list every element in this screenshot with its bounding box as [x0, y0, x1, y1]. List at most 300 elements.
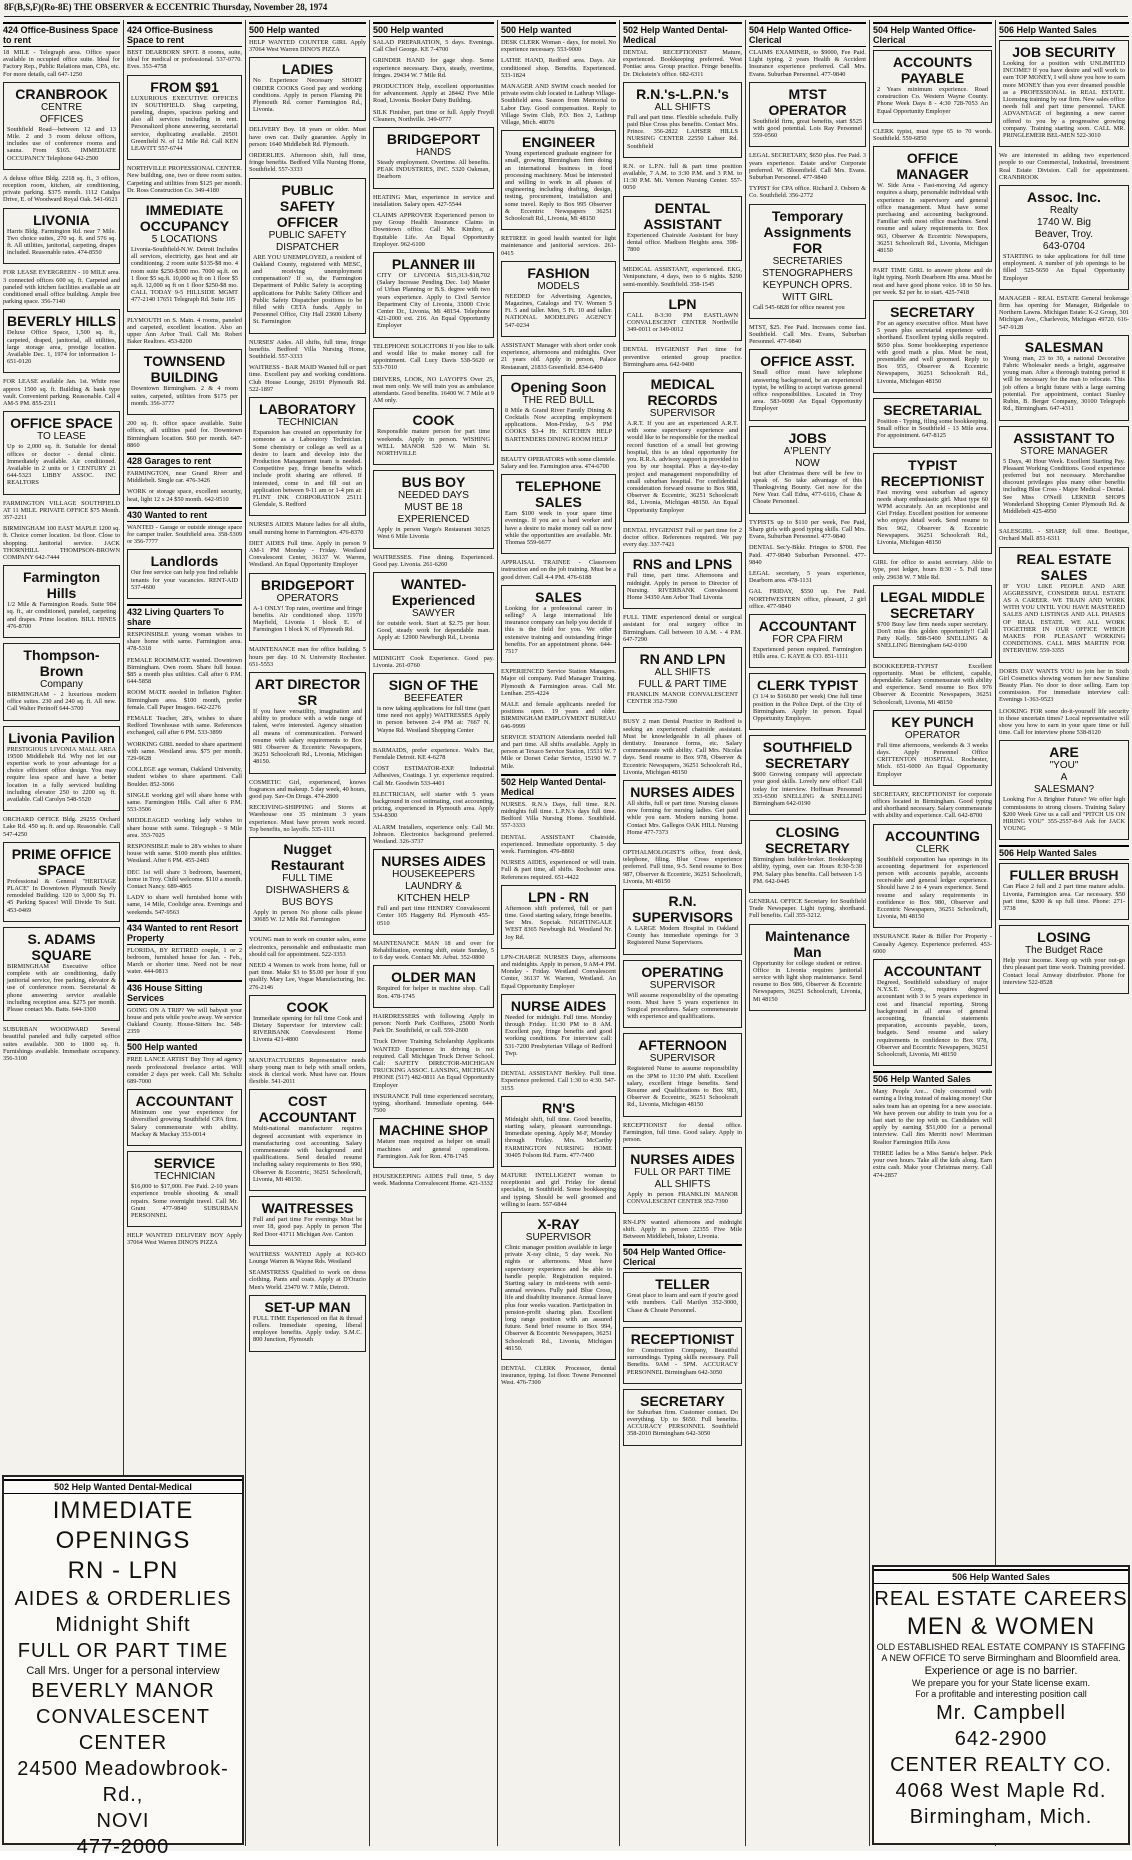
listing-body: for Suburban firm. Customer contact. Do everything. Up to $650. Full benefits. ACCURACY PERSONNEL Southfield 358-2010 Birmingham 642-3050: [627, 1408, 738, 1438]
display-ad-line: MEN & WOMEN: [906, 1613, 1096, 1640]
column-4: [370, 20, 498, 1846]
listing-body: All shifts, full or part time. Nursing classes now forming for nursing ladies. Get paid while you earn. Modern nursing home. Contact Mrs. Gallegos OAK HILL Nursing Home 477-7373: [627, 799, 738, 836]
listing-body: FRANKLIN MANOR CONVALESCENT CENTER 352-7390: [627, 690, 738, 706]
listing-headline: SALES: [535, 588, 582, 605]
classified-ad: SUBURBAN WOODWARD Several beautiful paneled and fully carpeted office suites available. 300 to 1800 sq. ft. Furnishings available. Immediate occupancy. 356-3100: [3, 1026, 120, 1063]
classified-ad: ELECTRICIAN, self starter with 5 years background in cost estimating, cost accounting, pricing, experienced in Plymouth area. Apply 534-8300: [373, 790, 494, 820]
display-ad-line: RN - LPN: [67, 1557, 179, 1584]
classified-ad: BEAUTY OPERATORS with some clientele. Salary and fee. Farmington area. 474-6700: [501, 455, 616, 470]
listing-body: Minimum one year experience for diversified growing Southfield CPA firm. Salary commensurate with ability. Mackay & Mackay 353-0014: [131, 1109, 238, 1138]
display-listing: [249, 57, 366, 121]
listing-headline: SET-UP MAN: [264, 1298, 351, 1315]
listing-headline: KITCHEN HELP: [397, 893, 470, 905]
classified-ad: COST ESTIMATOR-EXP. Industrial Adhesives, Coatings. 1 yr. experience required. Call Mr. Goodwin 533-4401: [373, 765, 494, 787]
listing-headline: TO LEASE: [37, 431, 86, 443]
classified-ad: MEDICAL ASSISTANT, experienced. EKG, Venipuncture, 4 days, two to 6 nights. $290 semi-monthly. Southfield. 358-1545: [623, 266, 742, 288]
listing-headline: SOUTHFIELD SECRETARY: [762, 739, 853, 772]
classified-ad: DEC 1st will share 3 bedroom, basement, home in Troy. Child welcome. $110 a month. Contact Nancy. 689-4865: [127, 868, 242, 891]
listing-body: is now taking applications for full time (part time need not apply) WAITRESSES Apply in person between 2-4 PM at: 7667 N. Wayne Rd. Westland Shopping Center: [377, 704, 490, 734]
listing-body: Multi-national manufacturer requires degreed accountant with experience in manufacturing cost accounting. Salary commensurate with background and qualifications. Send detailed resume including salary requirements to Box 990, Observer & Eccentric, 36251 Schoolcraft, Livonia, Mi 48150.: [253, 1125, 362, 1183]
listing-headline: SUPERVISOR: [649, 408, 716, 420]
display-listing: [501, 375, 616, 451]
section-header: 424 Office-Business Space to rent: [127, 22, 242, 47]
display-listing: [999, 335, 1129, 421]
display-listing: [3, 309, 120, 373]
listing-body: 1/2 Mile & Farmington Roads. Suite 984 sq. ft., air conditioned, paneled, carpeting and drapes. Prime location. BILL HINES 476-8700: [7, 601, 116, 630]
classified-ad: TYPISTS up to $110 per week, Fee Paid, Sharp girls with good typing skills. Call Mrs. Evans, Suburban Personnel. 477-9840: [749, 518, 866, 541]
listing-body: FULL TIME Experienced on flat & thread rollers. Immediate opening, liberal employee benefits. Apply today. S.M.C. 800 Junction, Plymouth: [253, 1314, 362, 1344]
listing-headline: PRIME OFFICE SPACE: [11, 845, 112, 878]
listing-body: Southfield corporation has openings in its accounting department for experienced person with accounts payable, accounts receivable and general ledger experience. Should have 2 to 4 years experience. Send resume and salary requirements in confidence to Box 980, Observer and Eccentric Newspapers, 36251 Schoolcraft, Livonia, Mi 48150: [877, 855, 988, 921]
classified-ad: SEAMSTRESS Qualified to work on dress clothing. Pants and coats. Apply at D'Orazio Men's World. 23470 W. 7 Mile, Detroit.: [249, 1269, 366, 1291]
listing-headline: OFFICE ASST.: [760, 353, 855, 370]
display-listing: [249, 1295, 366, 1352]
listing-body: Mature man required as helper on small machines and general operations. Farmington. Ask for Ron. 478-1745: [377, 1138, 490, 1160]
classified-ad: SECRETARY, RECEPTIONIST for corporate offices located in Birmingham. Good typing and shorthand necessary. Salary commensurate with ability and experience. Call. 642-8700: [873, 790, 992, 820]
listing-body: Apply in person Vargo's Restaurant 30325 West 6 Mile Livonia: [377, 526, 490, 541]
listing-headline: Realty: [1049, 205, 1079, 217]
classified-ad: ALARM Installers, experience only. Call Mr. Johnson. Electronics background preferred. Westland. 326-3737: [373, 823, 494, 845]
display-listing: [3, 643, 120, 721]
column-5: [498, 20, 620, 1846]
column-6: [620, 20, 746, 1846]
display-listing: [623, 82, 742, 158]
section-header: 428 Garages to rent: [127, 453, 242, 468]
display-listing: [749, 349, 866, 420]
section-header: 504 Help Wanted Office-Clerical: [623, 1244, 742, 1269]
listing-headline: CLERK TYPIST: [756, 677, 859, 694]
listing-body: W. Side Area - Fast-moving Ad agency requires a sharp, personable individual with experience in supervisory and general office management. Must have some purchasing and accounting background. Familiar with most office machines. Send resume and salary requirements to: Box 963, Observer & Eccentric Newspapers, 36251 Schoolcraft Rd., Livonia, Michigan 48150: [877, 182, 988, 255]
listing-headline: WITT GIRL: [782, 291, 833, 303]
classified-ad: HAIRDRESSERS with following Apply in person: North Park Coiffures, 25000 North Park Dr. Southfield, or call. 559-2600: [373, 1012, 494, 1035]
classified-ad: We are interested in adding two experienced people to our Commercial, Industrial, Investment Real Estate Division. Call for appointment. CRANBROOK: [999, 152, 1129, 181]
listing-headline: TELLER: [655, 1276, 710, 1293]
listing-headline: RECEPTIONIST: [630, 1330, 735, 1347]
classified-ad: LADY to share well furnished home with same, 14 Mile, Coolidge area. Evenings and weekends. 547-9563: [127, 894, 242, 916]
listing-headline: ACCOUNTS PAYABLE: [892, 54, 973, 86]
listing-body: Looking For A Brighter Future? We offer high commissions to strong closers. Training Salary $200 Week Give us a call and "PITCH US ON HIRING YOU" 355-2557-8-9 Ask for JACK YOUNG: [1003, 796, 1125, 833]
display-listing: [999, 740, 1129, 840]
display-listing: [3, 927, 120, 1021]
listing-headline: X-RAY: [537, 1215, 580, 1232]
listing-headline: AFTERNOON: [638, 1037, 727, 1054]
classified-ad: NURSES AIDES Mature ladies for all shifts, small nursing home in Farmington. 476-8370: [249, 521, 366, 536]
display-listing: [623, 1272, 742, 1322]
listing-headline: Nugget Restaurant: [270, 841, 345, 874]
listing-headline: BEVERLY HILLS: [7, 313, 116, 330]
listing-body: Young experienced graduate engineer for small, growing Birmingham firm doing an international business in food processing machinery. Must be interested and willing to work in all phases of engineering including drafting, design, testing, procurement, installation and some travel. Reply to Box 995 Observer & Eccentric Newspapers 36251 Schoolcraft Rd., Livonia, Mi 48150: [505, 150, 612, 223]
listing-headline: BUS BOY: [401, 474, 466, 491]
listing-headline: LADIES: [281, 61, 334, 78]
listing-headline: MACHINE SHOP: [379, 1122, 488, 1139]
listing-headline: ACCOUNTING: [885, 827, 980, 844]
classified-ad: WORK or storage space, excellent security, heat, light 12 x 24 $50 month. 642-9510: [127, 488, 242, 503]
classified-ad: WAITRESSES. Fine dining. Experienced. Good pay. Livonia. 261-6260: [373, 553, 494, 568]
listing-body: Small office must have telephone answering background, be an experienced typist, be willing to accept various general office responsibilities. Located in Troy area. 583-9090 An Equal Opportunity Employer: [753, 369, 862, 413]
classified-ad: GIRL for office to assist secretary. Able to type, post ledger, hours 8:30 - 5. Full time only. 29638 W. 7 Mile Rd.: [873, 559, 992, 581]
display-ad-line: Experience or age is no barrier.: [924, 1665, 1078, 1677]
listing-body: Southfield firm, great benefits, start $525 with good potential. Lois Ray Personnel 559-0560: [753, 117, 862, 140]
listing-body: Full and part time HENDRY Convalescent Center 105 Haggerty Rd. Plymouth 455-0510: [377, 905, 490, 927]
classified-ad: MIDDLEAGED working lady wishes to share house with same. Telegraph - 9 Mile area. 353-7025: [127, 817, 242, 839]
listing-headline: HOUSEKEEPERS: [392, 869, 475, 881]
classified-ad: PRODUCTION Help, excellent opportunities for advancement. Apply at 28442 Five Mile Road, Livonia. Booker Dairy Building.: [373, 83, 494, 105]
listing-headline: CLOSING SECRETARY: [765, 824, 850, 857]
classified-ad: FEMALE ROOMMATE wanted. Downtown Birmingham. Own room. Share full house. $85 a month plus utilities. Call after 6 P.M. 644-5858: [127, 656, 242, 686]
classified-ad: BEST DEARBORN SPOT. 8 rooms, suite, ideal for medical or professional. 537-0770. Eves. 353-4758: [127, 49, 242, 71]
classified-ad: HELP WANTED COUNTER GIRL Apply 37064 West Warren DINO'S PIZZA: [249, 39, 366, 54]
display-ad-line: IMMEDIATE: [52, 1497, 194, 1524]
display-listing: [3, 726, 120, 812]
section-header: 504 Help Wanted Office-Clerical: [873, 22, 992, 47]
classified-ad: WAITRESS - BAR MAID Wanted full or part time. Excellent pay and working conditions. Club House Lounge, 26191 Plymouth Rd. 522-1897: [249, 364, 366, 393]
listing-headline: RNS and LPNS: [632, 556, 733, 573]
display-listing: [373, 1118, 494, 1168]
display-listing: [999, 185, 1129, 290]
listing-headline: NOW: [795, 457, 820, 469]
classified-ad: SALAD PREPARATION, 5 days. Evenings. Call Chef George. KE 7-4700: [373, 39, 494, 54]
display-listing: [373, 470, 494, 548]
listing-headline: "YOU": [1049, 760, 1079, 772]
listing-body: Steady employment. Overtime. All benefits. PEAK INDUSTRIES, INC. 5320 Oakman, Dearborn: [377, 159, 490, 181]
listing-headline: THE RED BULL: [522, 394, 595, 406]
display-ad-banner: 502 Help Wanted Dental-Medical: [4, 1479, 242, 1494]
listing-headline: BEEFEATER: [404, 692, 463, 704]
listing-headline: ALL SHIFTS: [654, 1179, 711, 1191]
display-listing: [873, 710, 992, 786]
listing-headline: NURSES AIDES: [630, 783, 735, 800]
listing-headline: REAL ESTATE SALES: [1016, 550, 1112, 583]
classified-ad: INSURANCE Rater & Biller For Property - Casualty Agency. Experience preferred. 453-6000: [873, 933, 992, 955]
listing-headline: BRIDGEPORT: [386, 131, 481, 148]
listing-headline: TOWNSEND BUILDING: [143, 353, 226, 386]
display-listing: [373, 849, 494, 935]
listing-headline: MEDICAL RECORDS: [647, 376, 718, 409]
display-listing: [623, 1327, 742, 1384]
display-listing: [373, 673, 494, 742]
classified-ad: MATURE INTELLIGENT woman to receptionist and girl Friday for dental specialist, in Southfield. Some bookkeeping and typing. Should be well groomed and willing to learn. 557-6844: [501, 1171, 616, 1208]
listing-headline: A: [1060, 772, 1068, 784]
classified-ad: NURSES AIDES, experienced or will train. Full & part time, all shifts. Rochester area. References required. 651-4422: [501, 859, 616, 881]
listing-body: Can Place 2 full and 2 part time mature adults. Livonia, Farmington area. Car necessary. $50 part time, $200 & up full time. Phone: 271-3738: [1003, 883, 1125, 913]
classified-ad: FREE LANCE ARTIST Buy Troy ad agency needs professional freelance artist. Will consider 2 days per week. Call Mr. Schultz 689-7000: [127, 1056, 242, 1086]
section-header: 502 Help Wanted Dental-Medical: [623, 22, 742, 47]
section-header: 500 Help wanted: [373, 22, 494, 37]
classified-ad: YOUNG man to work on counter sales, some electronics, personable and enthusiastic man should call for appointment. 522-3353: [249, 936, 366, 958]
listing-body: $700 Busy law firm needs super secretary. Don't miss this golden opportunity!! Call Patty Kelly. 588-5400 SNELLING & SNELLING Birmingham 642-0190: [877, 620, 988, 650]
display-listing: [749, 204, 866, 319]
listing-body: Degreed, Southfield subsidiary of major N.Y.S.E. Corp., requires degreed accountant with 3 to 5 years experience in cost and financial reporting. Strong background in all areas of general accounting, financial statements preparation, accounts payable, taxes, budgets. Send resume and salary requirements in confidence to Box 978, Observer and Eccentric Newspapers, 36251 Schoolcraft, Livonia, Mi 48150: [877, 979, 988, 1059]
classified-ad: INSURANCE Full time experienced secretary, typing, shorthand. Immediate opening. 644-7500: [373, 1092, 494, 1115]
display-listing: [249, 573, 366, 642]
classified-ad: MAINTENANCE man for office building. 5 hours per day. 10 N. University Rochester. 651-5553: [249, 646, 366, 668]
classified-ad: MANAGER AND SWIM coach needed for private swim club located in Lathrup Village-Southfield area. Season from Memorial to Labor Day. Good compensation. Reply to Village Swim Club, P.O. Box 2, Lathrup Village, Mich. 48076: [501, 83, 616, 127]
display-listing: [999, 426, 1129, 524]
classified-ad: ORDERLIES. Afternoon shift, full time, fringe benefits. Bedford Villa Nursing Home, Southfield. 557-3333: [249, 152, 366, 174]
listing-headline: MODELS: [537, 280, 580, 292]
display-listing: [623, 1389, 742, 1446]
listing-body: PRESTIGIOUS LIVONIA MALL AREA 19500 Middlebelt Rd. Why not let our expertise work to your advantage for a choice efficient office design. You may require less space and have a better location in a fully serviced building including elevator 250 to 2200 sq. ft. available. Call Carolyn 548-5520: [7, 745, 116, 803]
listing-headline: SIGN OF THE: [388, 676, 479, 693]
display-ad-banner: 506 Help Wanted Sales: [874, 1569, 1128, 1584]
listing-headline: LPN: [668, 295, 697, 312]
classified-ad: A deluxe office Bldg. 2218 sq. ft., 3 offices, reception room, kitchen, air conditioning, private parking. $375 month. 1112 Catalpa Drive, E. of Woodward Royal Oak. 541-6621: [3, 174, 120, 204]
listing-body: Midnight shift, full time. Good benefits, starting salary, pleasant surroundings. Immediate opening. Apply M-F, Monday through Friday. Mrs. McCarthy FARMINGTON NURSING HOME 30405 Folsom Rd. Farm. 477-7400: [505, 1115, 612, 1159]
section-header: 506 Help Wanted Sales: [999, 845, 1129, 860]
section-header: 434 Wanted to rent Resort Property: [127, 920, 242, 945]
listing-body: Great place to learn and earn if you're good with numbers. Call Marilyn 352-3000, Chase & Choate Personnel.: [627, 1292, 738, 1314]
listing-headline: ENGINEER: [521, 134, 596, 151]
listing-headline: MUST BE 18: [404, 502, 463, 514]
classified-ad: CLERK typist, must type 65 to 70 words. Southfield. 559-6850: [873, 127, 992, 143]
listing-headline: ACCOUNTANT: [758, 617, 857, 634]
classified-ad: LEGAL secretary, 5 years experience, Dearborn area. 478-1131: [749, 569, 866, 585]
listing-headline: RN'S: [542, 1099, 575, 1116]
listing-headline: OFFICE MANAGER: [896, 150, 969, 183]
listing-headline: SUPERVISOR: [649, 979, 716, 991]
display-listing: [623, 372, 742, 522]
listing-body: Experienced Chairside Assistant for busy dental office. Madison Heights area. 398-7800: [627, 231, 738, 254]
display-listing: [873, 824, 992, 929]
classified-ad: MALE and female applicants needed for positions open. 19 years and older. BIRMINGHAM EMPLOYMENT BUREAU 646-9999: [501, 700, 616, 730]
listing-body: Full time, part time. Afternoons and midnight. Apply in person to Director of Nursing. RIVERBANK Convalescent Home 34350 Ann Arbor Trail Livonia: [627, 572, 738, 601]
display-listing: [3, 208, 120, 265]
listing-headline: TELEPHONE SALES: [515, 478, 602, 511]
display-listing: [373, 572, 494, 650]
listing-headline: LEGAL MIDDLE SECRETARY: [880, 588, 985, 621]
listing-body: A LARGE Modern Hospital in Oakland County has immediate openings for 3 Registered Nurse Supervisors.: [627, 925, 738, 947]
listing-body: Needed for midnight. Full time. Monday through Friday. 11:30 PM to 8 AM. Excellent pay, fringe benefits and good working conditions. For interview call: 531-7200 Presbyterian Village of Redford Twp.: [505, 1013, 612, 1057]
display-listing: [127, 198, 242, 312]
display-listing: [249, 1089, 366, 1191]
listing-headline: 5 LOCATIONS: [151, 234, 218, 246]
listing-headline: PUBLIC SAFETY DISPATCHER: [268, 229, 347, 253]
display-listing: [501, 1096, 616, 1167]
listing-body: Harris Bldg. Farmington Rd. near 7 Mile. Two choice suites, 270 sq. ft. and 576 sq. ft. All utilities, janitorial, carpeting, drapes included. Reasonable rates. 474-8550: [7, 227, 116, 257]
display-listing: [249, 1196, 366, 1246]
listing-body: Downtown Birmingham. 2 & 4 room suites, carpeted, utilities from $175 per month. 356-3777: [131, 385, 238, 407]
display-listing: [873, 50, 992, 123]
listing-body: Help your income. Keep up with your out-go thru pleasant part time work. Training provided. Contact local Amway distributor. Phone for interview 522-8528: [1003, 957, 1125, 986]
listing-headline: EXPERIENCED: [397, 514, 470, 526]
display-listing: [3, 565, 120, 638]
display-listing: [749, 735, 866, 815]
listing-headline: OPERATING: [641, 963, 724, 980]
display-listing: [501, 885, 616, 949]
listing-body: $600 Growing company will appreciate your good skills. Lovely new office! Call today for interview. Hoffman Personnel 353-6500 SNELLING & SNELLING Birmingham 642-0190: [753, 771, 862, 807]
classified-ad: RECEIVING-SHIPPING and Stores at Warehouse one 35 minimum 3 years experience. Must have proven work record. Top benefits, no layoffs. 535-1111: [249, 804, 366, 833]
listing-headline: ART DIRECTOR SR: [254, 675, 361, 708]
listing-body: CALL 8-3:30 PM EASTLAWN CONVALESCENT CENTER Northville 349-0011 or 349-0012: [627, 311, 738, 334]
listing-body: Full and part time For evenings Must be over 18, good pay. Apply in person The Red Door 43711 Michigan Ave. Canton: [253, 1216, 362, 1238]
listing-headline: Landlords: [150, 553, 219, 570]
display-listing: [501, 130, 616, 230]
classified-ad: Many People Are... Only concerned with earning a living instead of making money! Our sales team has an opening for a new associate. We have proven our ability to train you for a fast start to the top with us. Candidates will apply by earning $51,000 for a personal interview. Call Jim Merritt now! Merriman Realtor Farmington Hills Area: [873, 1088, 992, 1146]
listing-body: Immediate opening for full time Cook and Dietary Supervisor for interview call: RIVERBANK Convalescent Home Livonia 421-4800: [253, 1014, 362, 1044]
listing-headline: WAITRESSES: [261, 1200, 354, 1217]
display-ad-line: CENTER: [78, 1732, 168, 1754]
classified-ad: OPTHALMOLOGIST'S office, front desk, telephone, filing. Blue Cross experience preferred. Full time, 9-5. Send resume to Box 987, Observer & Eccentric, 36251 Schoolcraft, Livonia, Mi 48150: [623, 849, 742, 885]
listing-headline: Assoc. Inc.: [1027, 189, 1101, 206]
display-listing: [127, 1151, 242, 1227]
display-listing: [249, 995, 366, 1052]
listing-body: ARE YOU UNEMPLOYED, a resident of Oakland County, registered with MESC, and receiving unemployment compensation? If so, the Farmington Department of Public Safety is accepting applications for Public Safety Officer and Public Safety Dispatcher positions to be filled with CETA funds. Apply to Personnel Office, City Hall 23600 Liberty St. Farmington: [253, 253, 362, 326]
display-listing: [873, 585, 992, 658]
listing-headline: Beaver, Troy.: [1034, 229, 1094, 241]
listing-body: Looking for a professional career in selling? A large international life insurance company can help you decide if this is the field for you. We offer extensive training and outstanding fringe benefits. For an appointment phone. 644-7517: [505, 604, 612, 655]
classified-ad: EXPERIENCED Service Station Managers. Major oil company. Paid Manager Training. Plymouth & Farmington areas. Call Mr. Lenihan. 255-4224: [501, 668, 616, 697]
classified-ad: MTST, $25. Fee Paid. Increases come fast. Southfield. Call Mrs. Evans, Suburban Personnel. 477-9840: [749, 323, 866, 346]
classified-ad: COLLEGE age woman, Oakland University, student wishes to share apartment. Call Boulder. 852-3066: [127, 766, 242, 788]
listing-body: Responsible mature person for part time weekends. Apply in person. WISHING WELL MANOR 520 W. Main St. NORTHVILLE: [377, 428, 490, 457]
listing-body: Position - Typing, filing some bookkeeping. Small office in Southfield - 13 Mile area. For appointment. 647-8125: [877, 417, 988, 440]
classified-ad: THREE ladies be a Miss Santa's helper. Pick your own hours. Take all the kids along. Earn extra cash. Make your Christmas merry. Call 474-2857: [873, 1149, 992, 1179]
listing-body: 5 Days, 40 Hour Week. Excellent Starting Pay. Pleasant Working Conditions. Good experience preferred but not necessary. Merchandise discount privileges plus many other benefits including Blue Cross - Major Medical - Dental. See Miss O'Neill LERNER SHOPS Wonderland Shopping Center Plymouth Rd. & Middlebelt 425-4950: [1003, 457, 1125, 515]
column-3: [246, 20, 370, 1846]
display-listing: [623, 552, 742, 609]
listing-headline: TECHNICIAN: [276, 417, 339, 429]
listing-headline: LPN - RN: [528, 888, 589, 905]
display-listing: [999, 863, 1129, 920]
classified-ad: RETIREE in good health wanted for light maintenance and janitorial services. 261-0415: [501, 235, 616, 257]
listing-body: but after Christmas there will be few to speak of. So take advantage of this Thanksgiving Bounty. Get now for the New Year. Call Edna, 477-6116, Chase & Choate Personnel.: [753, 469, 862, 506]
classified-ad: DRIVERS, LOOK, NO LAYOFFS Over 25, neat men only. We will train you as ambulance attendants. Good benefits. 16400 W. 7 Mile at 9 AM only.: [373, 375, 494, 405]
listing-body: Up to 2,000 sq. ft. Suitable for dental offices or doctor - dental clinic. Immediately available. Air conditioned. Available in 2 units or 1 CENTURY 21 644-5323 LIBBY ASSOC. INC REALTORS: [7, 443, 116, 487]
listing-headline: DISHWASHERS &: [265, 885, 350, 897]
classified-ad: RECEPTIONIST for dental office. Farmington, full time. Good salary. Apply in person.: [623, 1121, 742, 1144]
listing-headline: Thompson-Brown: [23, 646, 100, 679]
listing-body: Afternoon shift preferred, full or part time. Good starting salary, fringe benefits. See Mrs. Sopciak. NIGHTINGALE WEST 8365 Newburgh Rd. Westland Nr. Joy Rd.: [505, 904, 612, 941]
listing-headline: CENTRE: [40, 101, 83, 113]
display-ad-line: We prepare you for your State license exam.: [912, 1678, 1090, 1688]
classified-ad: LPN-CHARGE NURSES Days, afternoons and midnights. Apply in person, 9 AM-4 PM. Monday - Friday. Westland Convalescent Center, 36137 W. Warren, Westland. An Equal Opportunity Employer: [501, 953, 616, 990]
classified-ad: ROOM MATE needed in Inflation Fighter. Birmingham area. $100 month, prefer female. Call Paper Images. 642-2276: [127, 689, 242, 711]
classified-ad: GENERAL OFFICE Secretary for Southfield Trade Newspaper. Light typing, shorthand. Full benefits. Call 355-3212.: [749, 897, 866, 920]
classified-ad: ASSISTANT Manager with short order cook experience, afternoons and midnights. Over 21 years old. Apply in person, Palace Restaurant, 21833 Greenfield. 834-6400: [501, 341, 616, 371]
classified-ad: BUSY 2 man Dental Practice in Redford is seeking an experienced chairside assistant. Must be knowledgeable in all phases of dentistry. Insurance forms, etc. Salary commensurate with ability. Call Mrs. Nicolas days. Send resume to Box 978, Observer & Eccentric Newspapers, 36251 Schoolcraft Rd., Livonia, Michigan 48150: [623, 718, 742, 776]
classified-ad: R.N. or L.P.N. full & part time position available, 7 A.M. to 3:30 P.M. and 3 P.M. to 11:30 P.M. Mt. Vernon Nursing Center. 557-0050: [623, 162, 742, 192]
classified-ad: SILK Finisher, part time or full. Apply Freydl Cleaners, Northville. 349-0777: [373, 108, 494, 123]
listing-headline: STENOGRAPHERS: [762, 267, 853, 279]
classified-ad: NURSES' Aides. All shifts, full time, fringe benefits. Bedford Villa Nursing Home, Southfield. 557-3333: [249, 338, 366, 361]
classified-ad: PLYMOUTH on S. Main. 4 rooms, paneled and carpeted, excellent location. Also an upper Ann Arbor Trail. Call Mr. Robert Baker Realtors. 453-8200: [127, 316, 242, 346]
classified-ad: DELIVERY Boy. 18 years or older. Must have own car. Daily guarantee. Apply in person: 1640 Middlebelt Rd. Plymouth.: [249, 126, 366, 148]
display-listing: [127, 75, 242, 161]
classified-ad: BOOKKEEPER-TYPIST Excellent opportunity. Must be efficient, capable, dependable. Salary commensurate with ability and experience. Send resume to Box 976 Observer & Eccentric Newspapers, 36251 Schoolcraft, Livonia, Mi 48150: [873, 662, 992, 706]
listing-headline: CLERK: [915, 843, 950, 855]
listing-headline: FULL & PART TIME: [638, 678, 727, 690]
classified-ad: DENTAL ASSISTANT Chairside, experienced. Immediate opportunity. 5 day week. Farmington. 476-8860: [501, 833, 616, 856]
listing-headline: SAWYER: [412, 607, 455, 619]
listing-headline: DENTAL ASSISTANT: [643, 199, 722, 232]
listing-headline: 643-0704: [1042, 241, 1086, 253]
classified-ad: TYPIST for CPA office. Richard J. Osborn & Co. Southfield. 356-2772: [749, 185, 866, 200]
listing-headline: MTST OPERATOR: [768, 85, 847, 118]
display-listing: [623, 647, 742, 713]
listing-body: A.R.T. If you are an experienced A.R.T. with some supervisory experience and would like to be responsible for the medical record function of a small but growing hospital, this is an ideal opportunity for you. R.R.A. advisory support is provided to you by our hospital. Plus a day-to-day project and management responsibility of small suburban hospital. For confidential consideration forward resume to Box 988, Observer & Eccentric, 36251 Schoolcraft Rd., Livonia, Michigan 48150. An Equal Opportunity Employer: [627, 420, 738, 514]
section-header: 500 Help wanted: [249, 22, 366, 37]
listing-headline: BUS BOYS: [281, 897, 334, 909]
classified-ad: DESK CLERK Woman - days, for motel. No experience necessary. 553-9000: [501, 39, 616, 54]
classified-ad: DENTAL CLERK Processor, dental insurance, typing. 1st floor. Towne Personnel West. 476-7300: [501, 1364, 616, 1387]
listing-headline: TYPIST RECEPTIONIST: [880, 456, 985, 489]
display-ad-line: FULL OR PART TIME: [17, 1640, 229, 1662]
listing-headline: Livonia Pavilion: [8, 729, 115, 746]
listing-headline: SECRETARY: [890, 304, 975, 321]
display-listing: [873, 398, 992, 448]
listing-body: Our free service can help you find reliable tenants for your vacancies. RENT-AID 537-4600: [131, 569, 238, 591]
display-ad-line: BEVERLY MANOR: [31, 1680, 215, 1702]
display-ad-line: 477-2000: [76, 1836, 170, 1858]
display-listing: [623, 889, 742, 955]
listing-body: Call 545-6828 for office nearest you: [753, 303, 845, 311]
display-listing: [373, 127, 494, 189]
listing-headline: SECRETARY: [640, 1392, 725, 1409]
classified-ad: WORKING GIRL needed to share apartment with same. Westland area. $75 per month. 729-9628: [127, 740, 242, 762]
display-listing: [999, 40, 1129, 147]
classified-ad: Truck Driver Training Scholarship Applicants WANTED Experience in driving is not required. Call Michigan Truck Driver School. Call: SAFETY DIRECTOR-MICHIGAN TRUCKING ASSOC. LANSING, MICHIGAN PHONE (517) 482-0811 An Equal Opportunity Employer: [373, 1038, 494, 1089]
display-ad-line: Call Mrs. Unger for a personal interview: [26, 1665, 220, 1677]
section-header: 502 Help Wanted Dental-Medical: [501, 774, 616, 799]
listing-headline: FULL TIME: [282, 873, 333, 885]
display-ad-beverly-manor: [2, 1475, 244, 1858]
listing-body: Full time afternoons, weekends & 3 weeks days. Apply Personnel Office CRITTENTON HOSPITAL Rochester, Mich. 651-6000 An Equal Opportunity Employer: [877, 741, 988, 778]
display-listing: [373, 408, 494, 465]
section-header: 430 Wanted to rent: [127, 507, 242, 522]
classified-ad: DENTAL HYGIENIST Part time for preventive oriented group practice. Birmingham area. 642-9400: [623, 346, 742, 368]
listing-headline: FROM $91: [150, 78, 219, 95]
classified-ad: DENTAL Sec'y-Bkkr. Fringes to $700. Fee Paid. 477-9840 Suburban Personnel. 477-9840: [749, 544, 866, 566]
listing-headline: SALESMAN: [1024, 338, 1104, 355]
classified-ad: GAL FRIDAY, $550 up. Fee Paid. NORTHWESTERN office, pleasant, 2 girl office. 477-9840: [749, 588, 866, 610]
display-listing: [501, 1212, 616, 1360]
display-listing: [249, 178, 366, 334]
display-listing: [3, 842, 120, 922]
display-ad-line: Birmingham, Mich.: [909, 1806, 1093, 1828]
display-ad-line: Midnight Shift: [55, 1614, 191, 1636]
classified-ad: LEGAL SECRETARY, $650 plus. Fee Paid. 3 years experience. Estate and/or Corporate preferred. W. Bloomfield. Call Mrs. Evans. Suburban Personnel. 477-9840: [749, 152, 866, 182]
listing-headline: COOK: [286, 998, 329, 1015]
display-listing: [249, 672, 366, 774]
display-listing: [373, 252, 494, 338]
classified-ad: COSMETIC Girl, experienced, knows fragrances and makeup. 5 day week, 40 hours, good pay. Sav-On Drugs. 474-2800: [249, 778, 366, 800]
display-listing: [873, 300, 992, 393]
listing-headline: LAUNDRY &: [405, 881, 462, 893]
listing-headline: SUPERVISOR: [525, 1231, 592, 1243]
classified-ad: FLORIDA, BY RETIRED couple, 1 or 2 bedroom, furnished house for Jan. - Feb., March or shorter time. Need not be near water. 444-0813: [127, 946, 242, 976]
classified-ad: MANAGER - REAL ESTATE General brokerage firm has opening for Manager, Ridgedale to Northern Lawns. Michigan Estate: K-2 Group, 301 Michigan Ave., Charlevoix, Michigan 49720. 616-547-9128: [999, 294, 1129, 331]
listing-body: No Experience Necessary SHORT ORDER COOKS Good pay and working conditions. Apply in person Flaming Pit Plymouth Rd. corner Farmington Rd., Livonia.: [253, 77, 362, 114]
listing-body: Livonia-Southfield-N.W. Detroit Includes all services, electricity, gas heat and air conditioning. 2 room suite $135-$8 mo. 4 room suite $250-$300 mo. 7000 sq.ft. on 1 floor $5 sq.ft. 10,000 sq ft on 1 floor $5 sq.ft. 12,000 sq ft on 1 floor $250-$8 mo. CALL TODAY 9-5 HILLSIDE MGMT 477-2140 17651 Telegraph Rd. Suite 105: [131, 246, 238, 304]
listing-headline: COOK: [412, 412, 455, 429]
display-listing: [749, 820, 866, 893]
listing-body: Fast moving west suburban ad agency needs sharp enthusiastic girl. Must type 60 WPM accurately. An an receptionist and Girl Friday. Excellent position for someone who enjoys detail work. Send resume to Box 962, Observer & Eccentric Newspapers. 36251 Schoolcraft Rd., Livonia, Michigan 48150: [877, 488, 988, 546]
listing-headline: NURSES AIDES: [381, 853, 486, 870]
display-ad-line: For a profitable and interesting position call: [915, 1689, 1087, 1699]
classified-ad: APPRAISAL TRAINEE - Classroom instruction and on the job training. Must be a good driver. Call 4-4 PM. 476-6188: [501, 559, 616, 581]
column-7: [746, 20, 870, 1846]
listing-body: for outside work. Start at $2.75 per hour. Good, steady work for dependable man. Apply at: 12900 Newburgh Rd., Livonia: [377, 619, 490, 642]
display-listing: [623, 1147, 742, 1213]
listing-headline: R.N.'s-L.P.N.'s: [636, 85, 729, 102]
section-header: 500 Help wanted: [501, 22, 616, 37]
listing-headline: Temporary Assignments FOR: [763, 207, 852, 256]
display-listing: [623, 780, 742, 844]
display-ad-line: OLD ESTABLISHED REAL ESTATE COMPANY IS STAFFING A NEW OFFICE TO serve Birmingham and Bloomfield area.: [876, 1642, 1126, 1663]
classified-ad: SALESGIRL - SHARP, full time. Boutique, Orchard Mall. 851-6311: [999, 528, 1129, 543]
listing-body: Earn $100 week in your spare time evenings. If you are a hard worker and have a desire to make money call us now while the opportunities are available. Mr. Thomas 559-6677: [505, 510, 612, 546]
listing-body: BIRMINGHAM Executive office complete with air conditioning, daily janitorial service, free parking, elevator & use of conference room. Secretarial & phone answering service available including reception area. $275 per month. Please contact Ms. Batts. 644-3300: [7, 962, 116, 1014]
